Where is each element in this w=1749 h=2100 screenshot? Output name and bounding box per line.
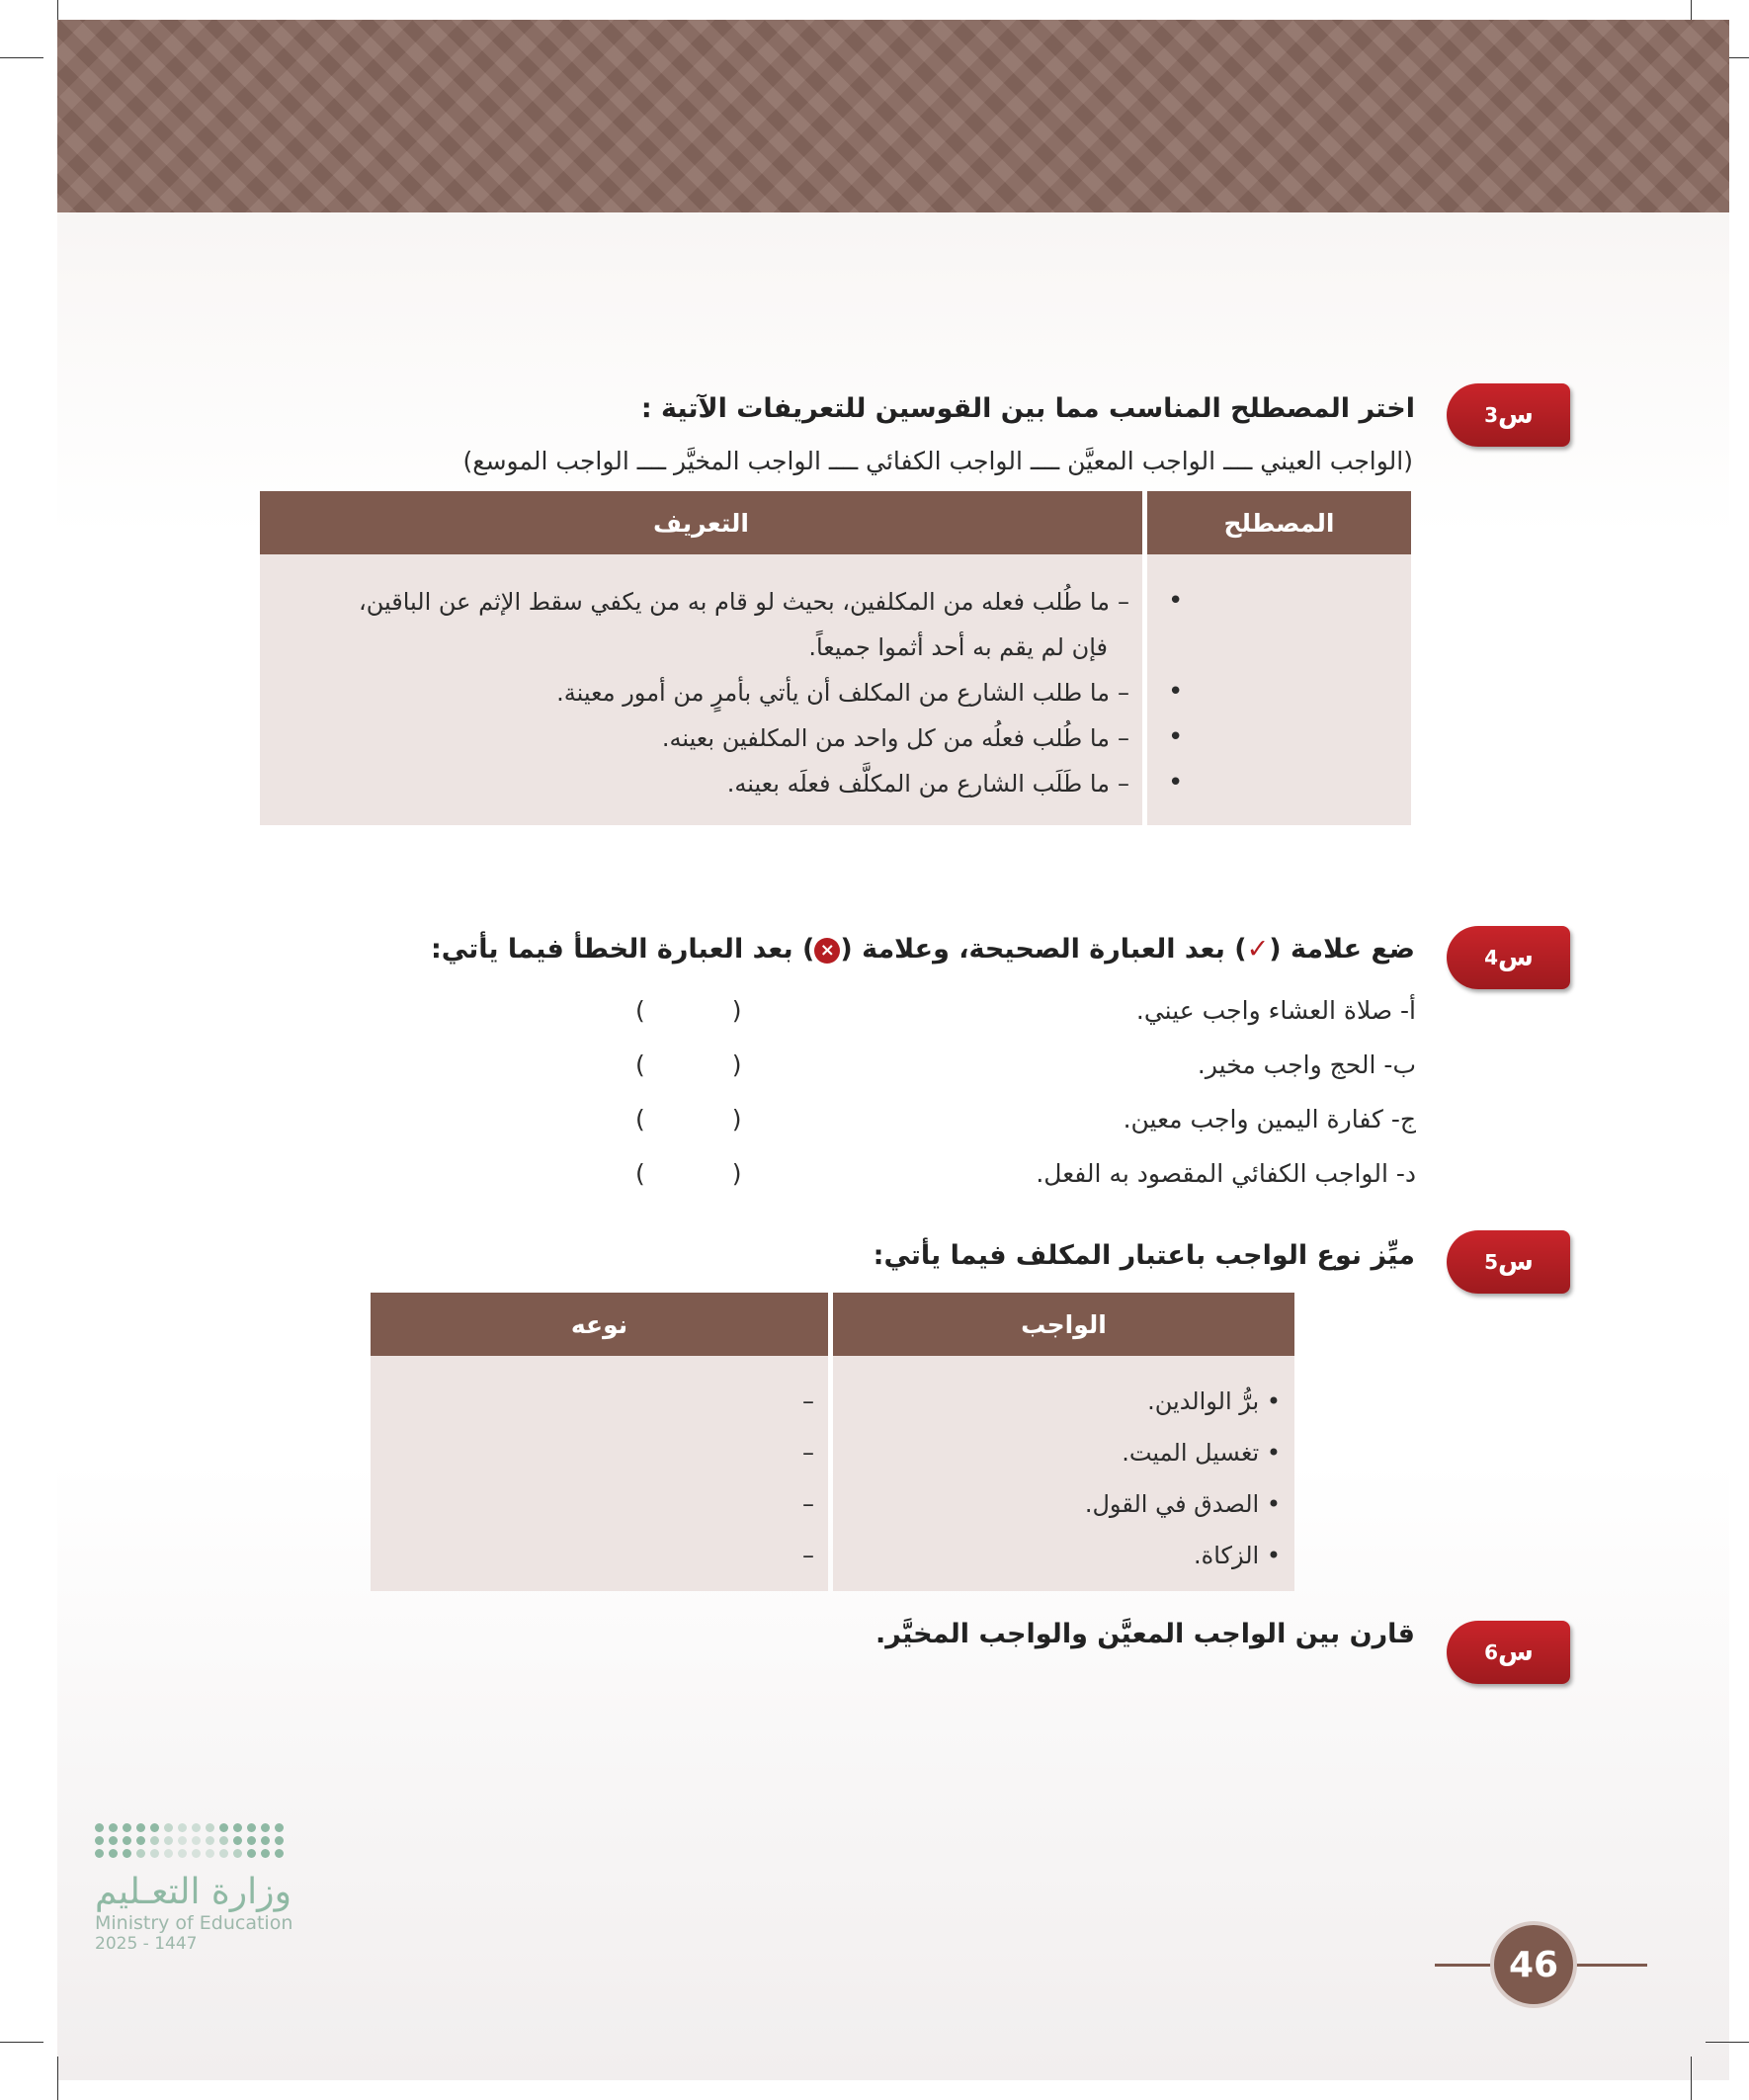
q5-types (371, 1356, 828, 1591)
definition-text: فإن لم يقم به أحد أثموا جميعاً. (808, 633, 1108, 661)
dash: – (1118, 770, 1129, 798)
badge-letter: س (1498, 1247, 1534, 1277)
type-blank[interactable]: – (802, 1387, 814, 1415)
q4-title-part: ) بعد العبارة الخطأ فيما يأتي: (430, 934, 815, 965)
q3-col-term: المصطلح (1147, 491, 1411, 554)
q4-title (431, 934, 1415, 965)
crop-mark (0, 2042, 43, 2043)
ministry-logo (95, 1823, 312, 1954)
q4-title-part: ضع علامة ( (1269, 934, 1415, 965)
dash: – (1118, 588, 1129, 616)
definition-text: ما طَلَب الشارع من المكلَّف فعلَه بعينه. (726, 770, 1110, 798)
page-number: 46 (1494, 1925, 1573, 2004)
duty-text: تغسيل الميت. (1122, 1439, 1260, 1467)
type-blank[interactable]: – (802, 1490, 814, 1518)
badge-letter: س (1498, 400, 1534, 430)
q3-term-cells (1147, 554, 1411, 825)
definition-text: ما طلب الشارع من المكلف أن يأتي بأمرٍ من أمور معينة. (556, 679, 1110, 707)
page-number-block (1435, 1925, 1632, 2004)
q5-col-duty: الواجب (833, 1293, 1294, 1356)
page-number-rule (1573, 1964, 1647, 1967)
crop-mark (1706, 2042, 1749, 2043)
tf-text: د- الواجب الكفائي المقصود به الفعل. (1036, 1159, 1416, 1188)
logo-english: Ministry of Education (95, 1912, 293, 1934)
term-bullet: • (1168, 722, 1184, 752)
duty-item (847, 1376, 1281, 1427)
q3-title: اختر المصطلح المناسب مما بين القوسين للتعريفات الآتية : (640, 393, 1415, 424)
badge-number: 6 (1484, 1640, 1499, 1664)
term-bullet: • (1168, 586, 1184, 616)
crop-mark (1691, 2057, 1692, 2100)
duty-item (847, 1427, 1281, 1478)
q5-title: ميِّز نوع الواجب باعتبار المكلف فيما يأتي: (873, 1240, 1415, 1271)
tf-text: ج- كفارة اليمين واجب معين. (1123, 1105, 1416, 1134)
q3-definitions (260, 554, 1142, 825)
q5-badge (1447, 1230, 1570, 1294)
q5-duties (833, 1356, 1294, 1591)
tf-text: أ- صلاة العشاء واجب عيني. (1135, 996, 1416, 1025)
answer-blank[interactable]: ( ) (635, 1050, 782, 1079)
answer-blank[interactable]: ( ) (635, 996, 782, 1025)
logo-dots-icon (95, 1823, 312, 1858)
q6-badge (1447, 1621, 1570, 1684)
page-number-rule (1435, 1964, 1494, 1967)
q3-table (255, 491, 1416, 825)
logo-arabic: وزارة التعـليم (95, 1872, 292, 1912)
tf-item (428, 1038, 1416, 1092)
q3-badge (1447, 383, 1570, 447)
tf-item (428, 1146, 1416, 1201)
bullet: • (1266, 1542, 1281, 1569)
crop-mark (57, 2057, 58, 2100)
q3-col-def: التعريف (260, 491, 1142, 554)
cross-icon: × (814, 938, 840, 964)
tf-item (428, 1092, 1416, 1146)
type-blank[interactable]: – (802, 1439, 814, 1467)
duty-item (847, 1530, 1281, 1581)
header-pattern-band (57, 20, 1729, 212)
definition-text: ما طُلب فعله من المكلفين، بحيث لو قام به من يكفي سقط الإثم عن الباقين، (358, 588, 1110, 616)
tf-text: ب- الحج واجب مخير. (1197, 1050, 1416, 1079)
term-bullet: • (1168, 768, 1184, 798)
bullet: • (1266, 1439, 1281, 1467)
q6-title: قارن بين الواجب المعيَّن والواجب المخيَّر. (875, 1619, 1415, 1649)
definition-item (261, 579, 1129, 625)
type-blank[interactable]: – (802, 1542, 814, 1569)
q3-options: (الواجب العيني ــــ الواجب المعيَّن ــــ الواجب الكفائي ــــ الواجب المخيَّر ــــ الواجب الموسع) (462, 447, 1413, 475)
q5-col-type: نوعه (371, 1293, 828, 1356)
badge-letter: س (1498, 943, 1534, 972)
definition-item (261, 670, 1129, 715)
badge-number: 5 (1484, 1250, 1499, 1274)
definition-text: ما طُلب فعلُه من كل واحد من المكلفين بعينه. (661, 724, 1110, 752)
duty-text: الزكاة. (1194, 1542, 1260, 1569)
badge-letter: س (1498, 1638, 1534, 1667)
tf-item (428, 983, 1416, 1038)
answer-blank[interactable]: ( ) (635, 1159, 782, 1188)
duty-text: برُّ الوالدين. (1147, 1387, 1260, 1415)
q4-badge (1447, 926, 1570, 989)
duty-text: الصدق في القول. (1084, 1490, 1260, 1518)
term-bullet: • (1168, 677, 1184, 707)
bullet: • (1266, 1387, 1281, 1415)
duty-item (847, 1478, 1281, 1530)
badge-number: 3 (1484, 403, 1499, 427)
definition-item (261, 761, 1129, 806)
answer-blank[interactable]: ( ) (635, 1105, 782, 1134)
definition-item (261, 625, 1129, 670)
q4-statements (428, 983, 1416, 1201)
check-icon: ✓ (1246, 934, 1270, 965)
badge-number: 4 (1484, 946, 1499, 969)
logo-year: 2025 - 1447 (95, 1934, 198, 1954)
definition-item (261, 715, 1129, 761)
dash: – (1118, 679, 1129, 707)
q4-title-part: ) بعد العبارة الصحيحة، وعلامة ( (840, 934, 1247, 965)
dash: – (1118, 724, 1129, 752)
q5-table (366, 1293, 1299, 1591)
crop-mark (0, 57, 43, 58)
bullet: • (1266, 1490, 1281, 1518)
